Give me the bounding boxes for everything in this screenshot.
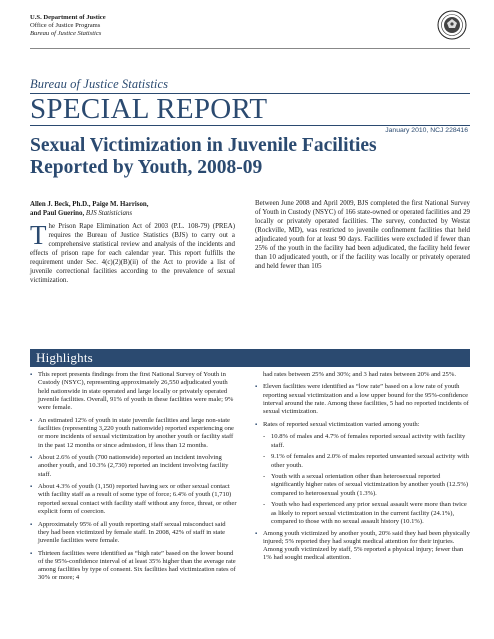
- header-rule: [30, 48, 470, 49]
- banner-bureau: Bureau of Justice Statistics: [30, 77, 169, 91]
- doj-seal-icon: [437, 10, 467, 40]
- intro-paragraph: [30, 220, 235, 286]
- highlights-heading: Highlights: [36, 350, 93, 365]
- intro-text: he Prison Rape Elimination Act of 2003 (P.L. 108-79) (PREA) requires the Bureau of Justice Statistics (BJS) to carry out a comprehensive statistical review and analysis of the incidents and effects of prison rape for each calendar year. This report fulfills the requirement under Sec. 4(c)(2)(B)(ii) of the Act to provide a list of juvenile correctional facilities according to the prevalence of sexual victimization.: [30, 223, 235, 284]
- highlight-subitem: - 10.8% of males and 4.7% of females reported sexual activity with facility staff.: [255, 433, 470, 450]
- highlight-continuation: had rates between 25% and 30%; and 3 had rates between 20% and 25%.: [263, 371, 456, 378]
- agency-header: [30, 14, 106, 39]
- highlight-item: ▪ Rates of reported sexual victimization varied among youth:: [255, 421, 470, 429]
- highlight-item: ▪ About 4.3% of youth (1,150) reported having sex or other sexual contact with facility staff as a result of some type of force; 6.4% of youth (1,710) reported sexual contact with facility staff without any force, threat, or other explicit form of coercion.: [30, 483, 238, 516]
- highlights-column-1: [30, 371, 238, 587]
- drop-cap: T: [30, 220, 47, 250]
- highlight-item: ▪ Eleven facilities were identified as “low rate” based on a low rate of youth reporting sexual victimization and a low upper bound for the 95%-confidence interval around the rate. Among these facilities, 5 had no reported incidents of sexual victimization.: [255, 383, 470, 416]
- authors-line-1: Allen J. Beck, Ph.D., Paige M. Harrison,: [30, 201, 149, 208]
- highlight-item: ▪ Thirteen facilities were identified as “high rate” based on the lower bound of the 95%-confidence interval of at least 35% higher than the average rate among facilities by type of consent. Six facilities had victimization rates of 30% or more; 4: [30, 550, 238, 583]
- highlight-subitem: - Youth who had experienced any prior sexual assault were more than twice as likely to report sexual victimization in the current facility (24.1%), compared to those with no sexual assault history (10.1%).: [255, 501, 470, 526]
- highlight-subitem: - 9.1% of females and 2.0% of males reported unwanted sexual activity with other youth.: [255, 453, 470, 470]
- highlight-item: ▪ About 2.6% of youth (700 nationwide) reported an incident involving another youth, and 10.3% (2,730) reported an incident involving facility staff.: [30, 454, 238, 479]
- banner-series: SPECIAL REPORT: [30, 93, 268, 125]
- agency-department: U.S. Department of Justice: [30, 14, 106, 21]
- highlights-bar: [30, 349, 470, 367]
- authors-line-2: and Paul Guerino,: [30, 210, 85, 217]
- highlight-item: ▪ Approximately 95% of all youth reporting staff sexual misconduct said they had been victimized by female staff. In 2008, 42% of staff in state juvenile facilities were female.: [30, 521, 238, 546]
- intro-paragraph-2: Between June 2008 and April 2009, BJS completed the first National Survey of Youth in Custody (NSYC) of 166 state-owned or operated facilities and 29 locally or privately operated facilities. The survey, conducted by Westat (Rockville, MD), was restricted to juvenile confinement facilities that held adjudicated youth for at least 90 days. Facilities were excluded if fewer than 25% of the youth in the facility had been adjudicated, the facility held fewer than 10 adjudicated youth, or if the facility was locally or privately operated and held fewer than 105: [255, 200, 470, 270]
- authors-role: BJS Statisticians: [85, 210, 133, 217]
- highlight-item: ▪ Among youth victimized by another youth, 20% said they had been physically injured; 5% reported they had sought medical attention for their injuries. Among youth victimized by staff, 5% reported a physical injury; fewer than 1% had sought medical attention.: [255, 530, 470, 563]
- highlight-item: ▪ This report presents findings from the first National Survey of Youth in Custody (NSYC), representing approximately 26,550 adjudicated youth held nationwide in state operated and large locally or privately operated juvenile facilities. Overall, 91% of youth in these facilities were male; 9% were female.: [30, 371, 238, 412]
- dateline: January 2010, NCJ 228416: [385, 127, 468, 134]
- authors: [30, 200, 235, 218]
- agency-office: Office of Justice Programs: [30, 22, 101, 30]
- banner-rule-bottom: [30, 125, 470, 126]
- title-line-2: Reported by Youth, 2008-09: [30, 157, 263, 178]
- highlights-column-2: [255, 371, 470, 567]
- report-title: [30, 135, 470, 179]
- highlight-subitem: - Youth with a sexual orientation other than heterosexual reported significantly higher rates of sexual victimization by another youth (12.5%) compared to heterosexual youth (1.3%).: [255, 473, 470, 498]
- title-line-1: Sexual Victimization in Juvenile Facilities: [30, 135, 377, 156]
- agency-bureau: Bureau of Justice Statistics: [30, 30, 102, 38]
- highlight-item: ▪ An estimated 12% of youth in state juvenile facilities and large non-state facilities (representing 3,220 youth nationwide) reported experiencing one or more incidents of sexual victimization by another youth or facility staff in the past 12 months or since admission, if less than 12 months.: [30, 417, 238, 450]
